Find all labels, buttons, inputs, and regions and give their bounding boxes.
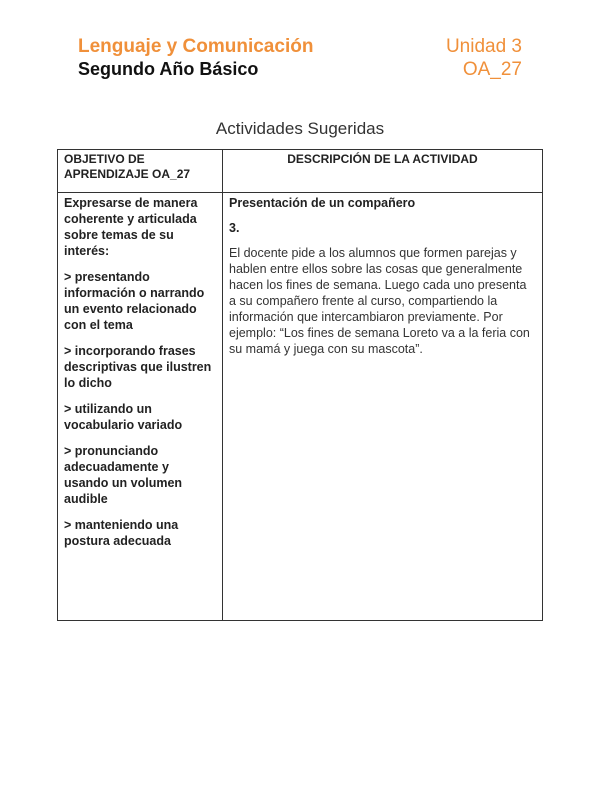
description-column-header: DESCRIPCIÓN DE LA ACTIVIDAD: [223, 150, 543, 193]
objective-item: > pronunciando adecuadamente y usando un volumen audible: [64, 444, 183, 506]
table-row: [58, 193, 543, 621]
objective-cell: [58, 193, 223, 621]
activity-number: 3.: [229, 221, 240, 235]
activities-table: [57, 149, 543, 621]
document-header: [78, 36, 522, 81]
header-row-bottom: [78, 58, 522, 81]
header-row-top: [78, 36, 522, 58]
objective-code: OA_27: [462, 59, 522, 80]
objective-column-header: OBJETIVO DE APRENDIZAJE OA_27: [58, 150, 223, 193]
unit-label: Unidad 3: [445, 36, 522, 57]
section-title: Actividades Sugeridas: [215, 119, 385, 138]
objective-intro: Expresarse de manera coherente y articulada sobre temas de su interés:: [64, 196, 198, 258]
grade-label: Segundo Año Básico: [78, 59, 259, 79]
activity-description: El docente pide a los alumnos que formen parejas y hablen entre ellos sobre las cosas que generalmente hacen los fines de semana. Luego cada uno presenta a su compañero frente al curso, compartiendo la información que intercambiaron previamente. Por ejemplo: “Los fines de semana Loreto va a la feria con su mamá y juega con su mascota”.: [229, 246, 530, 356]
activity-cell: [223, 193, 543, 621]
objective-item: > utilizando un vocabulario variado: [64, 402, 183, 432]
objective-item: > presentando información o narrando un evento relacionado con el tema: [64, 270, 205, 332]
objective-item: > manteniendo una postura adecuada: [64, 518, 179, 548]
table-header-row: [58, 150, 543, 193]
subject-title: Lenguaje y Comunicación: [78, 36, 314, 57]
objective-item: > incorporando frases descriptivas que ilustren lo dicho: [64, 344, 212, 390]
activity-title: Presentación de un compañero: [229, 196, 416, 210]
